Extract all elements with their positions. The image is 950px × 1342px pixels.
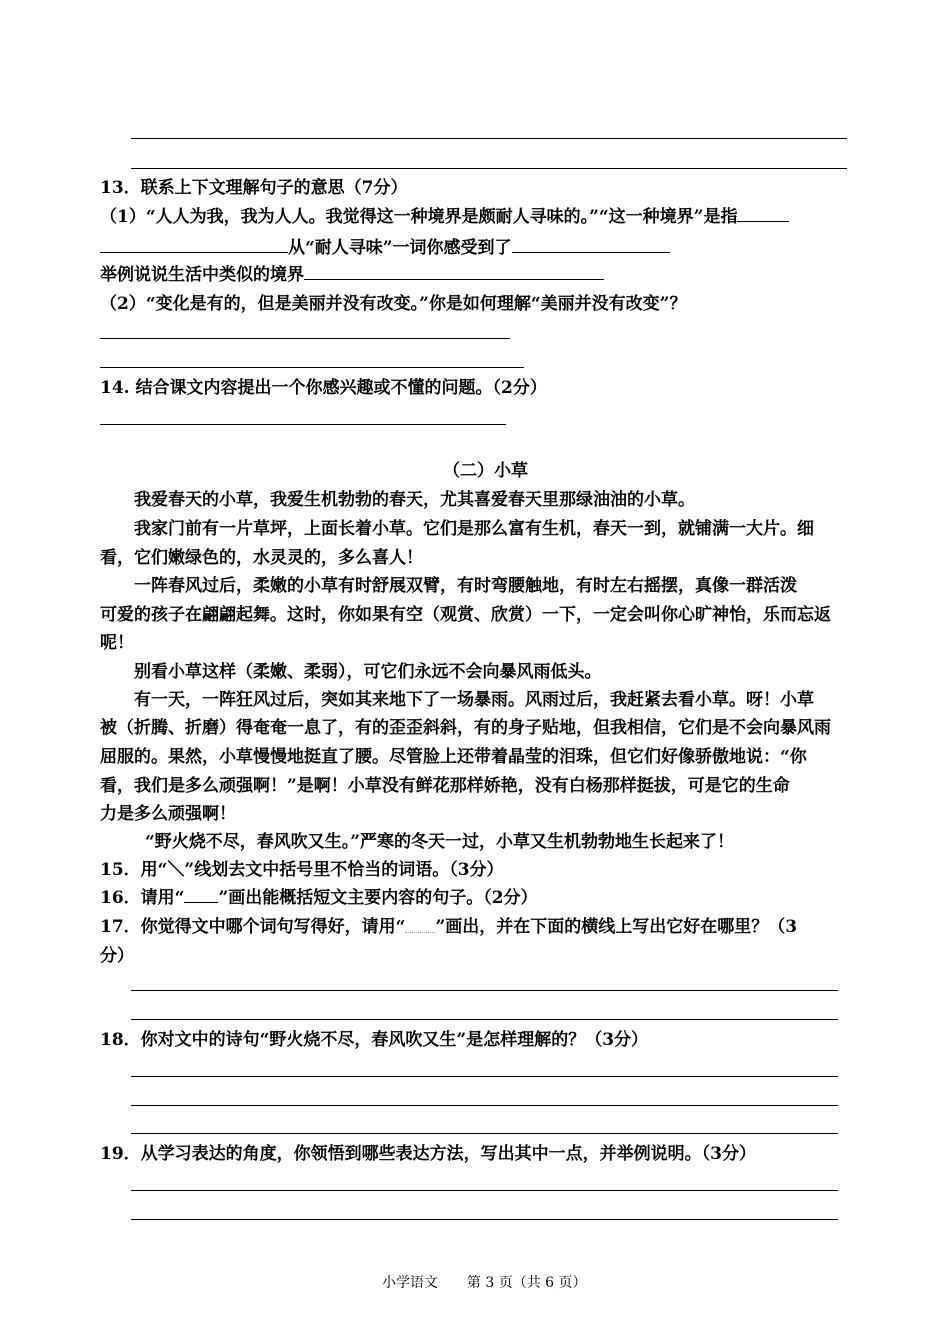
question-13-part1-text: 从“耐人寻味”一词你感受到了 [288, 238, 512, 258]
footer-page-number: 第 3 页（共 6 页） [466, 1275, 587, 1291]
answer-blank[interactable] [304, 265, 604, 280]
answer-line[interactable] [131, 990, 838, 991]
question-16 [100, 888, 538, 908]
answer-line[interactable] [131, 1105, 838, 1106]
question-13-part1-line1 [100, 207, 789, 227]
answer-line [131, 138, 847, 139]
wavy-underline-sample [405, 922, 435, 933]
answer-blank[interactable] [737, 207, 789, 222]
answer-line[interactable] [100, 424, 506, 425]
answer-line[interactable] [100, 367, 524, 368]
passage-paragraph-5-line: 被（折腾、折磨）得奄奄一息了，有的歪歪斜斜，有的身子贴地，但我相信，它们是不会向暴风雨 [100, 718, 831, 738]
answer-line[interactable] [131, 1219, 838, 1220]
question-19: 19．从学习表达的角度，你领悟到哪些表达方法，写出其中一点，并举例说明。（3分） [100, 1144, 756, 1164]
answer-line[interactable] [131, 1133, 838, 1134]
question-13-part1-text: （1）“人人为我，我为人人。我觉得这一种境界是颇耐人寻味的。”“这一种境界”是指 [100, 207, 738, 227]
passage-paragraph-1: 我爱春天的小草，我爱生机勃勃的春天，尤其喜爱春天里那绿油油的小草。 [134, 490, 695, 510]
passage-paragraph-3-line: 一阵春风过后，柔嫩的小草有时舒展双臂，有时弯腰触地，有时左右摇摆，真像一群活泼 [134, 576, 797, 596]
passage-paragraph-6: “野火烧不尽，春风吹又生。”严寒的冬天一过，小草又生机勃勃地生长起来了！ [145, 832, 735, 852]
question-16-text: 16．请用“ [100, 888, 185, 908]
passage-paragraph-5-line: 看，我们是多么顽强啊！”是啊！小草没有鲜花那样娇艳，没有白杨那样挺拔，可是它的生命 [100, 776, 790, 796]
question-17-text: ”画出，并在下面的横线上写出它好在哪里？（3 [435, 917, 798, 937]
question-17-continuation: 分） [100, 946, 134, 966]
question-13-part2: （2）“变化是有的，但是美丽并没有改变。”你是如何理解“美丽并没有改变”？ [100, 294, 687, 314]
answer-line[interactable] [131, 1019, 838, 1020]
question-18: 18．你对文中的诗句“野火烧不尽，春风吹又生”是怎样理解的？（3分） [100, 1030, 649, 1050]
answer-line[interactable] [100, 338, 510, 339]
underline-sample [184, 888, 218, 903]
question-15: 15．用“＼”线划去文中括号里不恰当的词语。（3分） [100, 860, 504, 880]
answer-blank[interactable] [512, 238, 670, 253]
question-13-part1-text: 举例说说生活中类似的境界 [100, 265, 304, 285]
passage-paragraph-5-line: 有一天，一阵狂风过后，突如其来地下了一场暴雨。风雨过后，我赶紧去看小草。呀！小草 [134, 690, 814, 710]
passage-paragraph-3-line: 可爱的孩子在翩翩起舞。这时，你如果有空（观赏、欣赏）一下，一定会叫你心旷神怡，乐而忘返 [100, 605, 831, 625]
passage-paragraph-5-line: 屈服的。果然，小草慢慢地挺直了腰。尽管脸上还带着晶莹的泪珠，但它们好像骄傲地说：“你 [100, 747, 807, 767]
answer-line [131, 168, 847, 169]
passage-paragraph-3-line: 呢！ [100, 633, 134, 653]
answer-line[interactable] [131, 1076, 838, 1077]
question-13-part1-line2 [100, 238, 670, 258]
passage-paragraph-4: 别看小草这样（柔嫩、柔弱），可它们永远不会向暴风雨低头。 [134, 662, 602, 682]
passage-paragraph-2-line: 看，它们嫩绿色的，水灵灵的，多么喜人！ [100, 548, 423, 568]
question-14-title: 14. 结合课文内容提出一个你感兴趣或不懂的问题。（2分） [100, 378, 547, 398]
passage-title: （二）小草 [443, 461, 528, 481]
answer-blank[interactable] [100, 238, 288, 253]
question-13-title: 13．联系上下文理解句子的意思（7分） [100, 178, 408, 198]
answer-line[interactable] [131, 1190, 838, 1191]
footer-subject: 小学语文 [382, 1275, 438, 1291]
question-16-text: ”画出能概括短文主要内容的句子。（2分） [218, 888, 538, 908]
passage-paragraph-2-line: 我家门前有一片草坪，上面长着小草。它们是那么富有生机，春天一到，就铺满一大片。细 [134, 519, 814, 539]
passage-paragraph-5-line: 力是多么顽强啊！ [100, 804, 236, 824]
page-footer [382, 1272, 587, 1292]
question-13-part1-line3 [100, 265, 604, 285]
question-17 [100, 917, 797, 937]
question-17-text: 17．你觉得文中哪个词句写得好，请用“ [100, 917, 406, 937]
